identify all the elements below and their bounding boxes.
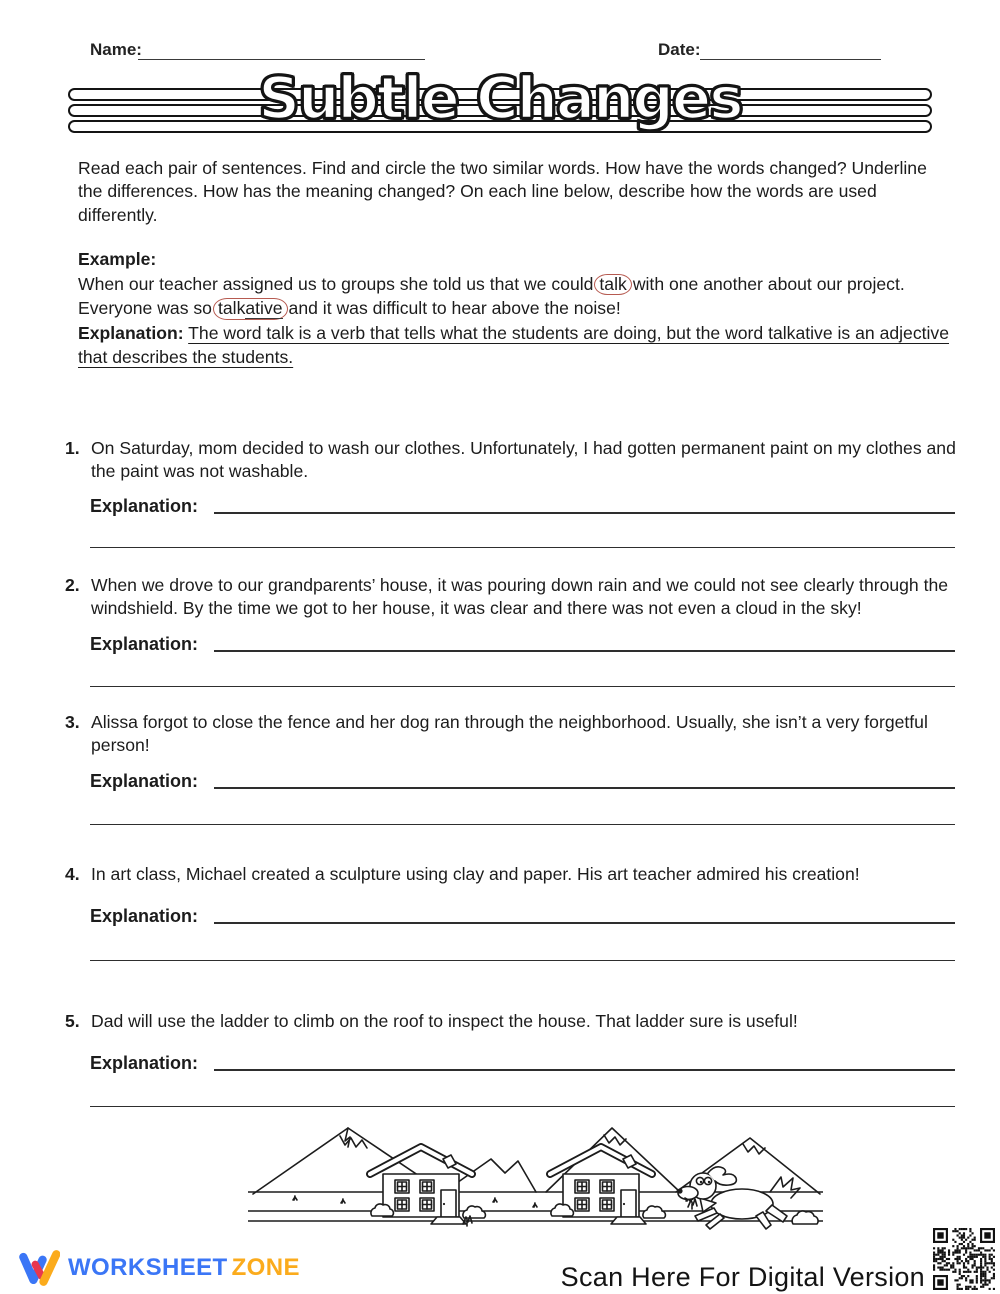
question-number: 3. (65, 712, 80, 732)
example-block (78, 247, 956, 370)
page-title: Subtle Changes (258, 64, 742, 132)
question-5 (65, 1010, 957, 1033)
explanation-label: Explanation: (90, 634, 199, 654)
explanation-row-5 (90, 1049, 955, 1074)
answer-line-2 (90, 686, 955, 687)
explanation-label: Explanation: (90, 906, 199, 926)
example-text: with one another about our project. Everyone was so (78, 273, 905, 319)
answer-line (214, 767, 955, 789)
question-3 (65, 711, 957, 757)
talkative-suffix-underlined: ative (245, 298, 283, 319)
question-text: In art class, Michael created a sculpture using clay and paper. His art teacher admired his creation! (91, 864, 860, 884)
question-4 (65, 863, 957, 886)
question-number: 2. (65, 575, 80, 595)
answer-line (214, 630, 955, 652)
question-number: 4. (65, 864, 80, 884)
example-label: Example: (78, 249, 157, 269)
question-1 (65, 437, 957, 483)
question-text: Dad will use the ladder to climb on the roof to inspect the house. That ladder sure is useful! (91, 1011, 798, 1031)
instructions-text: Read each pair of sentences. Find and circle the two similar words. How have the words changed? Underline the differences. How has the meaning changed? On each line below, describe how the words are used differently. (78, 158, 927, 225)
answer-line-2 (90, 547, 955, 548)
neighborhood-illustration (248, 1112, 823, 1232)
explanation-row-2 (90, 630, 955, 655)
house-icon (370, 1147, 485, 1224)
example-explanation-label: Explanation: (78, 322, 184, 343)
example-text: and it was difficult to hear above the noise! (288, 298, 621, 319)
circled-word-talkative (213, 298, 288, 319)
name-label: Name: (90, 40, 142, 59)
mountains-icon (253, 1128, 820, 1194)
question-text: Alissa forgot to close the fence and her dog ran through the neighborhood. Usually, she isn’t a very forgetful person! (91, 712, 928, 755)
question-number: 1. (65, 438, 80, 458)
question-2 (65, 574, 957, 620)
scan-here-label: Scan Here For Digital Version (560, 1262, 925, 1292)
answer-line-2 (90, 960, 955, 961)
answer-line-2 (90, 824, 955, 825)
qr-code (933, 1228, 995, 1290)
question-text: On Saturday, mom decided to wash our clothes. Unfortunately, I had gotten permanent paint on my clothes and the paint was not washable. (91, 438, 956, 481)
brand-worksheet: WORKSHEET (68, 1254, 228, 1281)
answer-line (214, 902, 955, 924)
explanation-label: Explanation: (90, 1053, 199, 1073)
explanation-row-4 (90, 902, 955, 927)
explanation-label: Explanation: (90, 771, 199, 791)
explanation-row-1 (90, 492, 955, 517)
explanation-row-3 (90, 767, 955, 792)
answer-line (214, 492, 955, 514)
example-explanation (78, 321, 956, 370)
question-text: When we drove to our grandparents’ house, it was pouring down rain and we could not see clearly through the windshield. By the time we got to her house, it was clear and there was not even a cloud in the sky! (91, 575, 949, 618)
example-explanation-text: The word talk is a verb that tells what the students are doing, but the word talkative is an adjective that describes the students. (78, 322, 950, 368)
brand-zone: ZONE (231, 1254, 300, 1281)
worksheetzone-logo-icon (16, 1246, 60, 1290)
answer-line (214, 1049, 955, 1071)
name-blank-line (138, 59, 425, 60)
example-sentences (78, 272, 956, 321)
date-label: Date: (658, 40, 701, 59)
question-number: 5. (65, 1011, 80, 1031)
explanation-label: Explanation: (90, 496, 199, 516)
worksheetzone-logo[interactable] (16, 1246, 300, 1290)
date-blank-line (700, 59, 881, 60)
circled-word-talk: talk (594, 274, 631, 295)
talkative-root: talk (217, 298, 246, 319)
example-text: When our teacher assigned us to groups she told us that we could (78, 273, 594, 294)
answer-line-2 (90, 1106, 955, 1107)
house-icon (550, 1147, 665, 1224)
